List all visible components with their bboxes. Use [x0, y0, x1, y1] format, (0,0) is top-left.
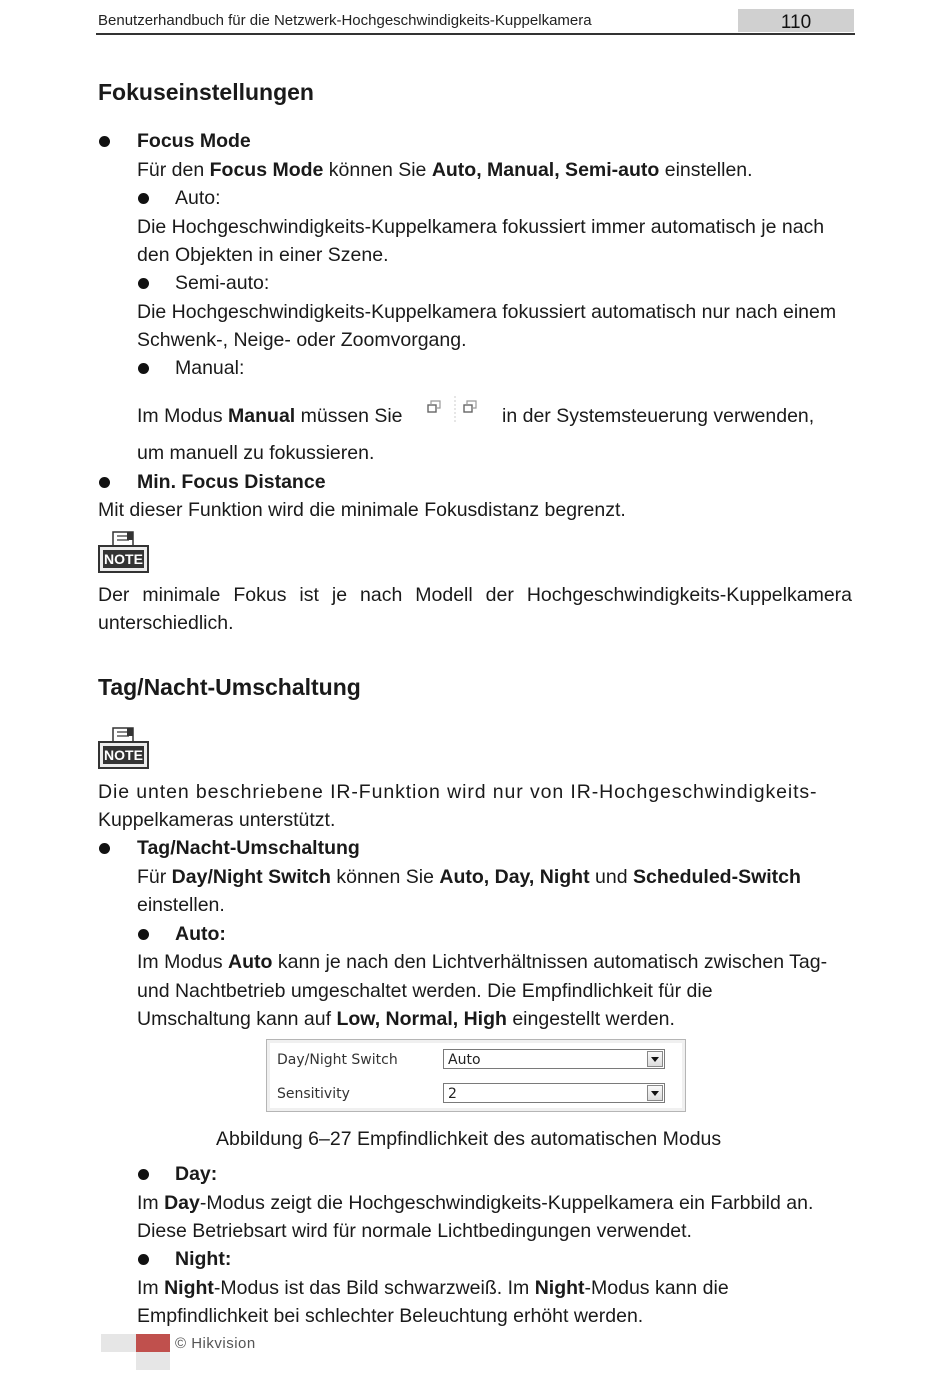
focus-mode-line: Für den Focus Mode können Sie Auto, Manual, Semi-auto einstellen.	[137, 159, 753, 181]
bullet-icon	[99, 843, 110, 854]
manual-text: um manuell zu fokussieren.	[137, 442, 375, 464]
semi-auto-text: Schwenk-, Neige- oder Zoomvorgang.	[137, 329, 467, 351]
bullet-icon	[138, 1254, 149, 1265]
auto-text: Die Hochgeschwindigkeits-Kuppelkamera fokussiert immer automatisch je nach	[137, 216, 825, 238]
dn-auto-line: Im Modus Auto kann je nach den Lichtverhältnissen automatisch zwischen Tag-	[137, 951, 828, 973]
dn-auto-line: Umschaltung kann auf Low, Normal, High eingestellt werden.	[137, 1008, 675, 1030]
footer-decoration	[101, 1334, 136, 1352]
section-heading-focus: Fokuseinstellungen	[98, 79, 314, 105]
night-line: Empfindlichkeit bei schlechter Beleuchtung erhöht werden.	[137, 1305, 644, 1327]
night-label: Night:	[175, 1248, 232, 1270]
settings-figure	[266, 1039, 686, 1112]
bullet-icon	[99, 136, 110, 147]
switch-text: einstellen.	[137, 894, 225, 916]
note-icon	[98, 531, 150, 575]
footer-copyright: © Hikvision	[175, 1335, 256, 1352]
day-line: Im Day-Modus zeigt die Hochgeschwindigkeits-Kuppelkamera ein Farbbild an.	[137, 1192, 814, 1214]
focus-control-icons	[420, 394, 492, 424]
daynight-switch-select[interactable]: Auto	[443, 1049, 665, 1069]
focus-far-icon	[464, 401, 476, 412]
semi-auto-text: Die Hochgeschwindigkeits-Kuppelkamera fokussiert automatisch nur nach einem	[137, 301, 837, 323]
header-title: Benutzerhandbuch für die Netzwerk-Hochgeschwindigkeits-Kuppelkamera	[98, 12, 592, 29]
figure-caption: Abbildung 6–27 Empfindlichkeit des automatischen Modus	[216, 1128, 722, 1150]
dn-auto-label: Auto:	[175, 923, 226, 945]
footer-accent	[136, 1334, 170, 1352]
note-icon	[98, 727, 150, 771]
page-number: 110	[738, 9, 854, 32]
bullet-icon	[138, 193, 149, 204]
switch-line: Für Day/Night Switch können Sie Auto, Day, Night und Scheduled-Switch	[137, 866, 801, 888]
chevron-down-icon[interactable]	[647, 1085, 663, 1101]
bullet-icon	[138, 929, 149, 940]
manual-line: Im Modus Manual müssen Sie	[137, 405, 403, 427]
min-focus-text: Mit dieser Funktion wird die minimale Fokusdistanz begrenzt.	[98, 499, 626, 521]
bullet-icon	[99, 477, 110, 488]
auto-text: den Objekten in einer Szene.	[137, 244, 389, 266]
focus-near-icon	[428, 401, 440, 412]
bullet-icon	[138, 278, 149, 289]
semi-auto-label: Semi-auto:	[175, 272, 270, 294]
section-heading-daynight: Tag/Nacht-Umschaltung	[98, 674, 361, 700]
ir-note-text: Die unten beschriebene IR-Funktion wird nur von IR-Hochgeschwindigkeits-	[98, 781, 818, 803]
manual-line-end: in der Systemsteuerung verwenden,	[502, 405, 815, 427]
footer-decoration	[136, 1352, 170, 1370]
sensitivity-select[interactable]: 2	[443, 1083, 665, 1103]
sensitivity-label: Sensitivity	[277, 1086, 350, 1102]
manual-label: Manual:	[175, 357, 245, 379]
day-line: Diese Betriebsart wird für normale Lichtbedingungen verwendet.	[137, 1220, 692, 1242]
header-rule	[96, 33, 855, 35]
dn-auto-line: und Nachtbetrieb umgeschaltet werden. Die Empfindlichkeit für die	[137, 980, 713, 1002]
bullet-icon	[138, 1169, 149, 1180]
day-label: Day:	[175, 1163, 218, 1185]
daynight-title: Tag/Nacht-Umschaltung	[137, 837, 360, 859]
note-text: unterschiedlich.	[98, 612, 234, 634]
ir-note-text: Kuppelkameras unterstützt.	[98, 809, 336, 831]
focus-mode-title: Focus Mode	[137, 130, 251, 152]
auto-label: Auto:	[175, 187, 221, 209]
svg-text:NOTE: NOTE	[104, 747, 143, 763]
daynight-switch-label: Day/Night Switch	[277, 1052, 398, 1068]
night-line: Im Night-Modus ist das Bild schwarzweiß. Im Night-Modus kann die	[137, 1277, 729, 1299]
chevron-down-icon[interactable]	[647, 1051, 663, 1067]
svg-text:NOTE: NOTE	[104, 551, 143, 567]
min-focus-title: Min. Focus Distance	[137, 471, 326, 493]
note-text: Der minimale Fokus ist je nach Modell der Hochgeschwindigkeits-Kuppelkamera	[98, 584, 852, 606]
bullet-icon	[138, 363, 149, 374]
